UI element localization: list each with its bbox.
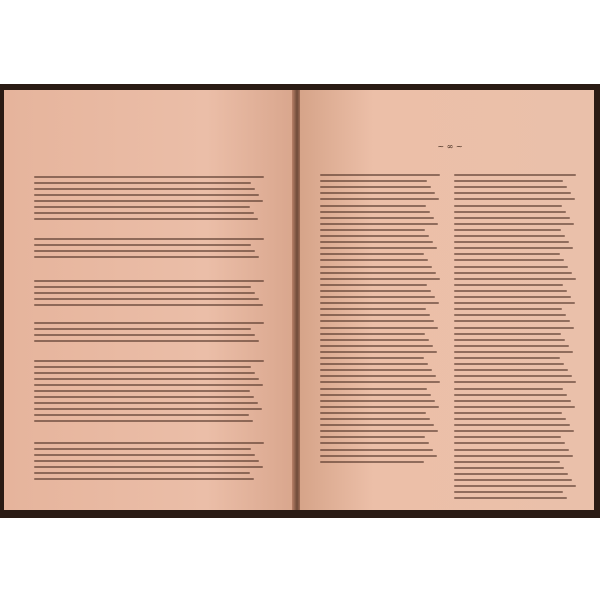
text-line-placeholder — [320, 241, 433, 243]
text-line-placeholder — [34, 280, 264, 282]
text-line-placeholder — [320, 235, 429, 237]
text-line-placeholder — [454, 357, 560, 359]
text-line-placeholder — [320, 253, 424, 255]
text-line-placeholder — [454, 253, 560, 255]
text-line-placeholder — [320, 388, 427, 390]
text-line-placeholder — [34, 396, 254, 398]
text-line-placeholder — [34, 360, 264, 362]
text-line-placeholder — [454, 388, 563, 390]
text-line-placeholder — [34, 466, 263, 468]
text-line-placeholder — [320, 247, 437, 249]
text-line-placeholder — [34, 384, 263, 386]
text-line-placeholder — [454, 449, 569, 451]
text-line-placeholder — [34, 206, 250, 208]
text-line-placeholder — [454, 424, 570, 426]
text-line-placeholder — [320, 308, 426, 310]
text-line-placeholder — [454, 302, 575, 304]
text-line-placeholder — [34, 292, 255, 294]
text-line-placeholder — [454, 217, 570, 219]
text-line-placeholder — [320, 302, 439, 304]
text-line-placeholder — [320, 223, 438, 225]
text-line-placeholder — [34, 372, 255, 374]
text-line-placeholder — [34, 304, 263, 306]
text-line-placeholder — [454, 363, 564, 365]
text-line-placeholder — [34, 460, 259, 462]
text-line-placeholder — [34, 390, 250, 392]
text-line-placeholder — [320, 436, 425, 438]
text-line-placeholder — [34, 182, 251, 184]
text-line-placeholder — [34, 414, 249, 416]
text-line-placeholder — [454, 278, 576, 280]
text-line-placeholder — [454, 327, 574, 329]
text-line-placeholder — [454, 308, 562, 310]
text-line-placeholder — [454, 345, 569, 347]
text-line-placeholder — [320, 369, 432, 371]
text-line-placeholder — [320, 296, 435, 298]
open-book — [0, 84, 600, 518]
text-line-placeholder — [320, 327, 438, 329]
text-line-placeholder — [34, 286, 251, 288]
text-line-placeholder — [320, 442, 429, 444]
text-line-placeholder — [34, 402, 258, 404]
text-line-placeholder — [454, 406, 575, 408]
text-line-placeholder — [320, 284, 427, 286]
text-line-placeholder — [320, 320, 434, 322]
text-line-placeholder — [454, 223, 574, 225]
text-line-placeholder — [320, 345, 433, 347]
text-line-placeholder — [34, 298, 259, 300]
text-line-placeholder — [34, 322, 264, 324]
text-line-placeholder — [320, 217, 434, 219]
text-line-placeholder — [34, 218, 258, 220]
text-line-placeholder — [454, 205, 562, 207]
text-line-placeholder — [320, 180, 427, 182]
text-line-placeholder — [320, 186, 431, 188]
text-line-placeholder — [34, 250, 255, 252]
text-line-placeholder — [454, 418, 566, 420]
text-line-placeholder — [320, 259, 428, 261]
text-line-placeholder — [454, 290, 567, 292]
text-line-placeholder — [320, 400, 435, 402]
text-line-placeholder — [320, 290, 431, 292]
text-line-placeholder — [34, 200, 263, 202]
text-line-placeholder — [454, 320, 570, 322]
text-line-placeholder — [34, 212, 254, 214]
text-line-placeholder — [34, 408, 262, 410]
text-line-placeholder — [454, 491, 563, 493]
text-line-placeholder — [320, 461, 424, 463]
text-line-placeholder — [454, 455, 573, 457]
text-line-placeholder — [454, 400, 571, 402]
text-line-placeholder — [34, 244, 251, 246]
text-line-placeholder — [454, 198, 575, 200]
text-line-placeholder — [320, 278, 440, 280]
text-line-placeholder — [34, 176, 264, 178]
text-line-placeholder — [454, 180, 563, 182]
text-line-placeholder — [454, 442, 565, 444]
text-line-placeholder — [320, 381, 440, 383]
text-line-placeholder — [320, 229, 425, 231]
text-line-placeholder — [454, 467, 564, 469]
text-line-placeholder — [34, 478, 254, 480]
text-line-placeholder — [454, 272, 572, 274]
text-line-placeholder — [320, 266, 432, 268]
text-line-placeholder — [320, 192, 435, 194]
text-line-placeholder — [454, 375, 572, 377]
text-line-placeholder — [320, 198, 439, 200]
text-line-placeholder — [454, 186, 567, 188]
text-line-placeholder — [34, 454, 255, 456]
text-line-placeholder — [454, 412, 562, 414]
text-line-placeholder — [34, 188, 255, 190]
text-line-placeholder — [34, 194, 259, 196]
text-line-placeholder — [454, 174, 576, 176]
text-line-placeholder — [34, 238, 264, 240]
text-line-placeholder — [454, 381, 576, 383]
text-line-placeholder — [34, 256, 259, 258]
text-line-placeholder — [320, 406, 439, 408]
text-line-placeholder — [320, 394, 431, 396]
text-line-placeholder — [454, 247, 573, 249]
text-line-placeholder — [454, 351, 573, 353]
text-line-placeholder — [454, 333, 561, 335]
text-line-placeholder — [320, 412, 426, 414]
text-line-placeholder — [454, 485, 576, 487]
text-line-placeholder — [320, 449, 433, 451]
text-line-placeholder — [454, 394, 567, 396]
text-line-placeholder — [454, 497, 567, 499]
text-line-placeholder — [320, 174, 440, 176]
right-page — [300, 90, 594, 510]
text-line-placeholder — [454, 192, 571, 194]
text-line-placeholder — [320, 205, 426, 207]
text-line-placeholder — [454, 436, 561, 438]
text-line-placeholder — [454, 314, 566, 316]
text-line-placeholder — [320, 333, 425, 335]
text-line-placeholder — [320, 314, 430, 316]
text-line-placeholder — [454, 430, 574, 432]
text-line-placeholder — [320, 272, 436, 274]
text-line-placeholder — [34, 420, 253, 422]
text-line-placeholder — [454, 211, 566, 213]
text-line-placeholder — [454, 284, 563, 286]
text-line-placeholder — [34, 340, 259, 342]
text-line-placeholder — [454, 229, 561, 231]
text-line-placeholder — [454, 259, 564, 261]
text-line-placeholder — [454, 296, 571, 298]
text-line-placeholder — [34, 448, 251, 450]
text-line-placeholder — [454, 473, 568, 475]
text-line-placeholder — [320, 430, 438, 432]
text-line-placeholder — [320, 363, 428, 365]
text-line-placeholder — [34, 328, 251, 330]
text-line-placeholder — [454, 461, 560, 463]
text-line-placeholder — [454, 241, 569, 243]
text-line-placeholder — [320, 211, 430, 213]
text-line-placeholder — [320, 455, 437, 457]
text-line-placeholder — [320, 339, 429, 341]
text-line-placeholder — [320, 424, 434, 426]
text-line-placeholder — [454, 339, 565, 341]
text-line-placeholder — [34, 442, 264, 444]
text-line-placeholder — [34, 366, 251, 368]
text-line-placeholder — [320, 418, 430, 420]
text-line-placeholder — [320, 375, 436, 377]
title-ornament: ~ ∞ ~ — [437, 142, 463, 151]
text-line-placeholder — [320, 351, 437, 353]
text-line-placeholder — [34, 472, 250, 474]
text-line-placeholder — [454, 266, 568, 268]
text-line-placeholder — [454, 479, 572, 481]
text-line-placeholder — [320, 357, 424, 359]
text-line-placeholder — [454, 369, 568, 371]
left-page — [4, 90, 294, 510]
text-line-placeholder — [34, 334, 255, 336]
text-line-placeholder — [34, 378, 259, 380]
text-line-placeholder — [454, 235, 565, 237]
